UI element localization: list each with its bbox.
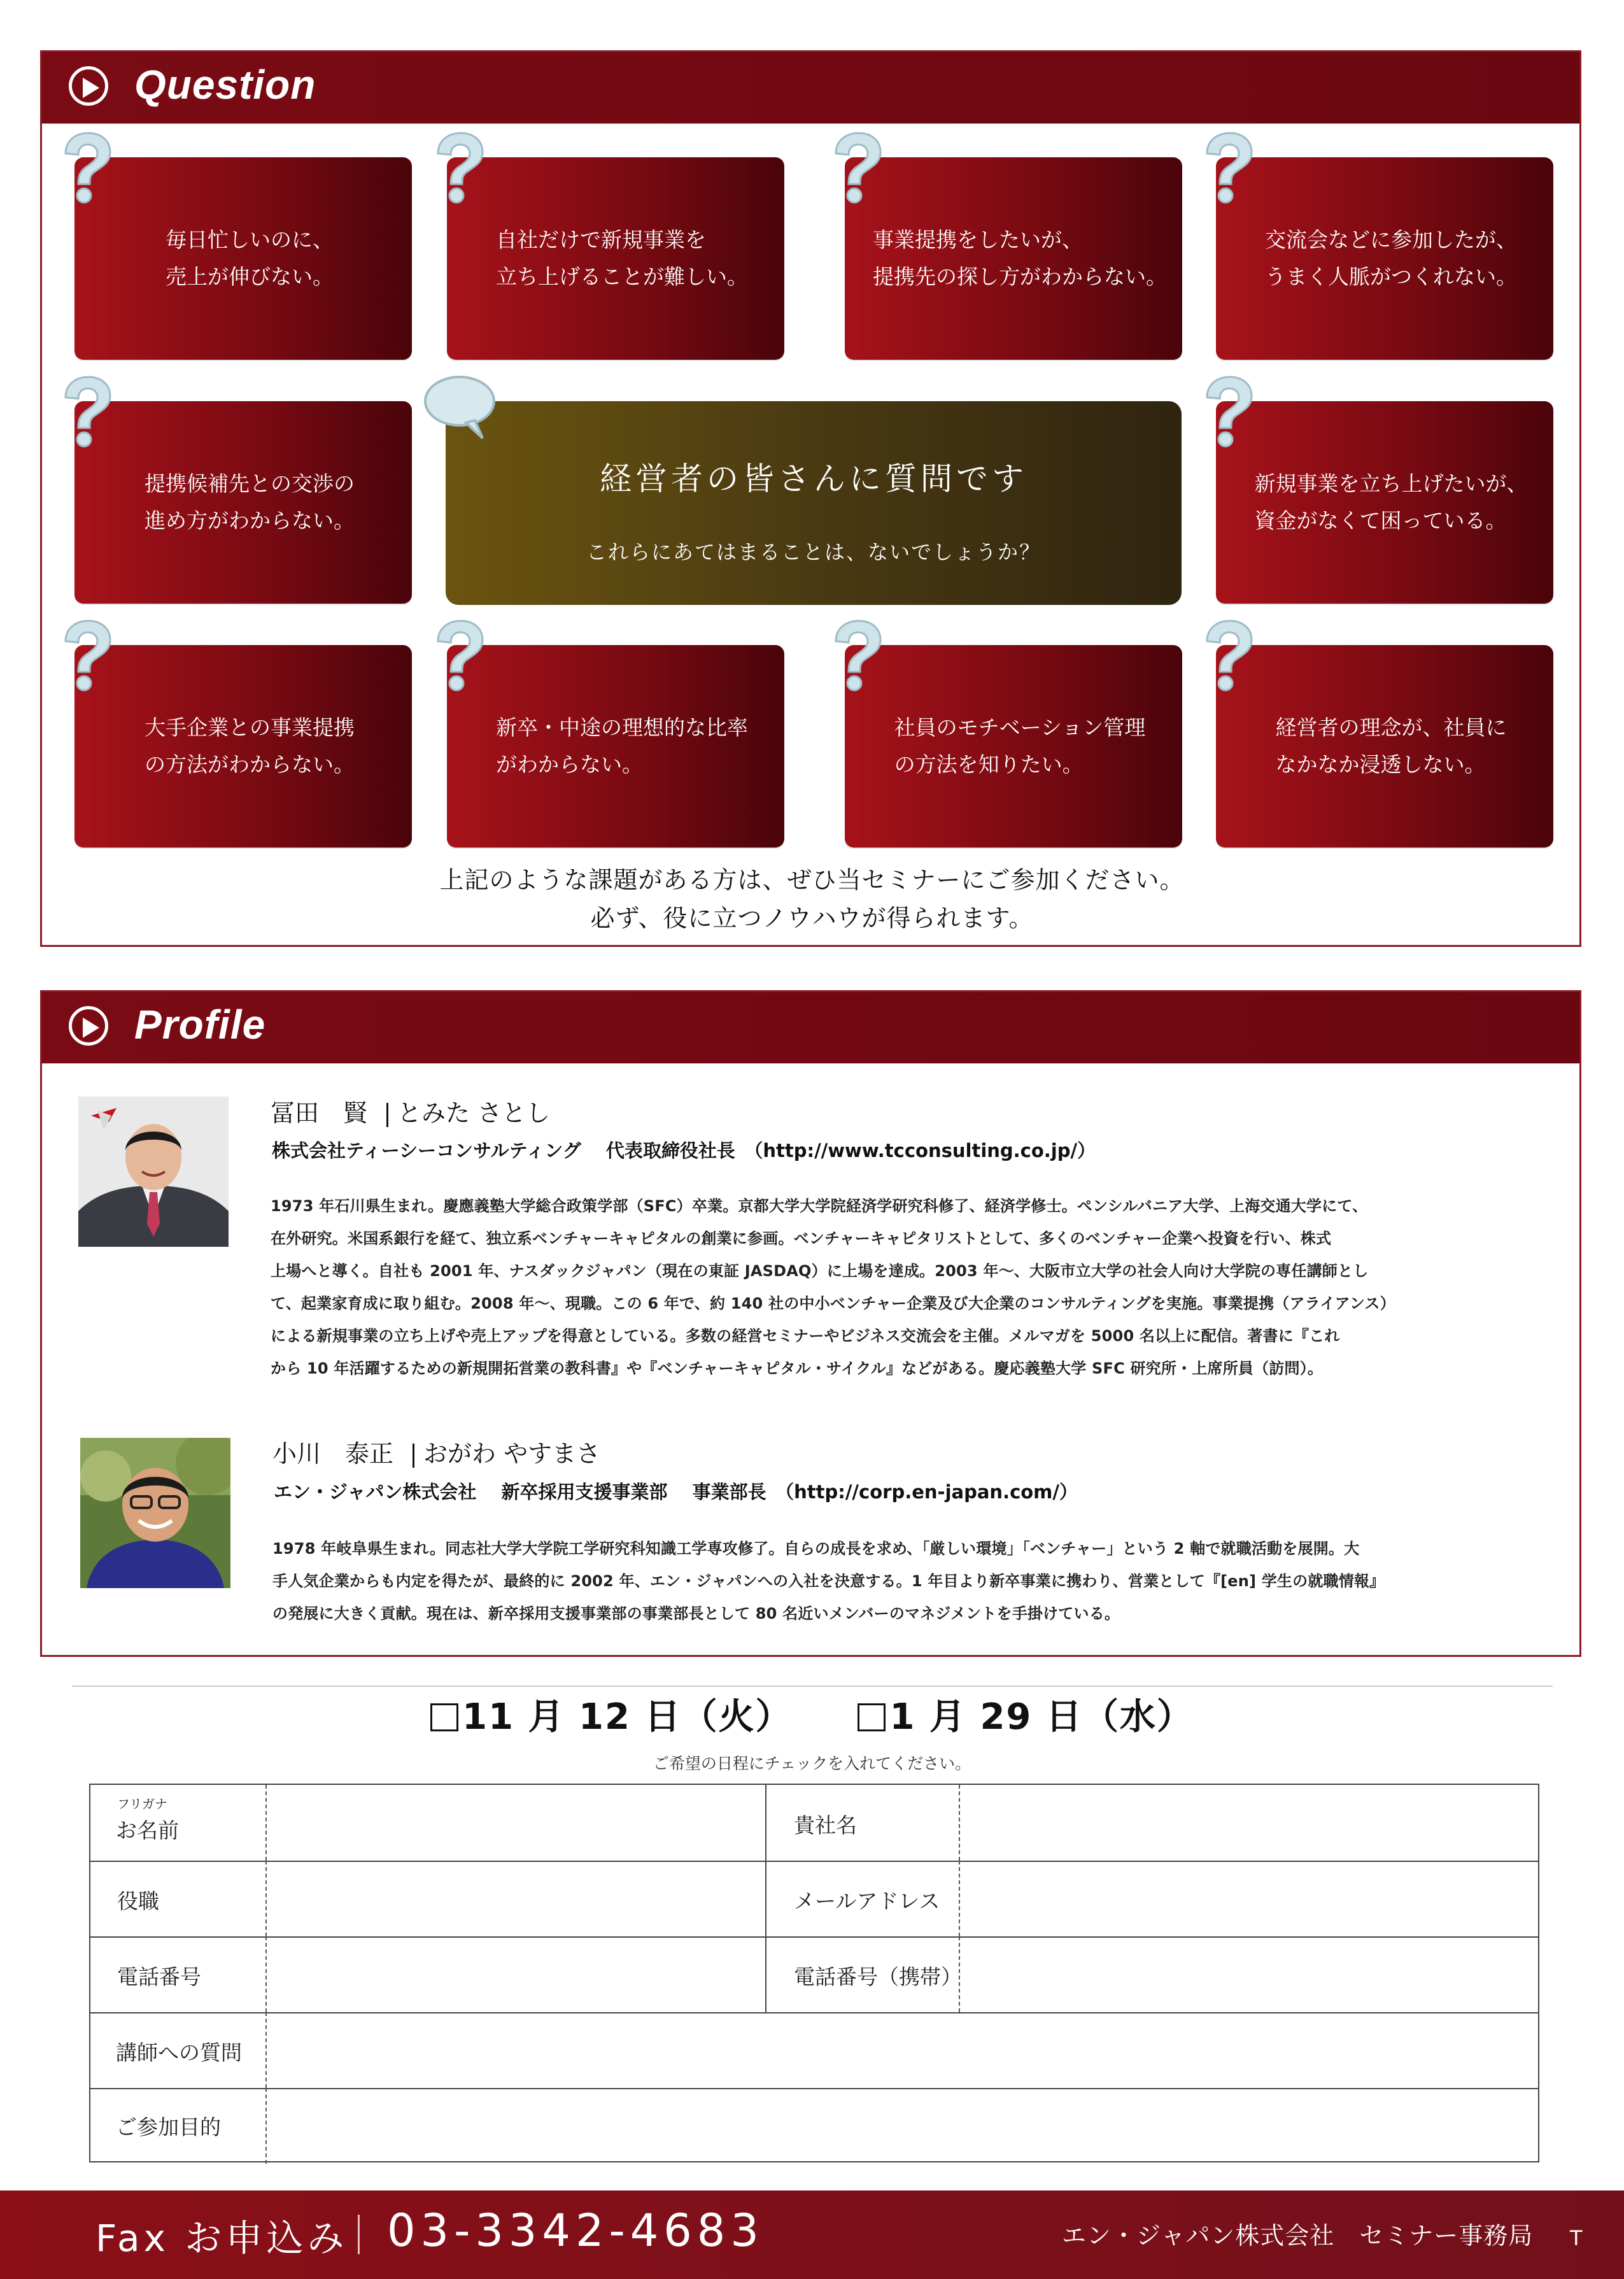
- center-question-card: [446, 401, 1182, 605]
- profile-name-ogawa: 小川 泰正 おがわ やすまさ: [272, 1440, 601, 1468]
- date1-label: 11 月 12 日（火）: [462, 1696, 793, 1738]
- dash-divider: [265, 2088, 267, 2164]
- footer-mark: T: [1570, 2226, 1583, 2250]
- form-row-purpose: [90, 2088, 1538, 2164]
- question-card: 経営者の理念が、社員に なかなか浸透しない。: [1216, 645, 1553, 848]
- profile-bio-tomita: 1973 年石川県生まれ。慶應義塾大学総合政策学部（SFC）卒業。京都大学大学院経済学研究科修了、経済学修士。ペンシルバニア大学、上海交通大学にて、 在外研究。米国系銀行を経て、独立系ベンチャーキャピタルの創業に参画。ベンチャーキャピタリストとして、多くのベンチャー企業へ投資を行い、株式 上場へと導く。自社も 2001 年、ナスダックジャパン（現在の東証 JASDAQ）に上場を達成。2003 年〜、大阪市立大学の社会人向け大学院の専任講師とし て、起業家育成に取り組む。2008 年〜、現職。この 6 年で、約 140 社の中小ベンチャー企業及び大企業のコンサルティングを実施。事業提携（アライアンス） による新規事業の立ち上げや売上アップを得意としている。多数の経営セミナーやビジネス交流会を主催。メルマガを 5000 名以上に配信。著書に『これ から 10 年活躍するための新規開拓営業の教科書』や『ベンチャーキャピタル・サイクル』などがある。慶応義塾大学 SFC 研究所・上席所員（訪問）。: [271, 1197, 1395, 1377]
- question-mark-icon: [54, 374, 118, 450]
- company-label: 貴社名: [794, 1813, 857, 1838]
- play-icon: [69, 1006, 108, 1046]
- purpose-field[interactable]: [267, 2088, 1538, 2164]
- question-card: 自社だけで新規事業を 立ち上げることが難しい。: [447, 157, 784, 360]
- date2-checkbox[interactable]: [858, 1703, 886, 1731]
- mobile-label: 電話番号（携帯）: [794, 1964, 962, 1989]
- play-icon: [69, 66, 108, 106]
- name-label: お名前: [116, 1818, 179, 1843]
- fax-number[interactable]: 03-3342-4683: [387, 2204, 764, 2257]
- question-card: 新卒・中途の理想的な比率 がわからない。: [447, 645, 784, 848]
- email-field[interactable]: [961, 1861, 1538, 1936]
- profile-company-ogawa: エン・ジャパン株式会社 新卒採用支援事業部 事業部長 （http://corp.en-japan.com/）: [274, 1481, 1078, 1503]
- question-mark-icon: [824, 131, 888, 206]
- solid-divider: [765, 1936, 766, 2012]
- center-subtitle: これらにあてはまることは、ないでしょうか？: [586, 540, 1041, 564]
- phone-label: 電話番号: [117, 1964, 201, 1989]
- name-field[interactable]: [267, 1785, 852, 1861]
- form-row-name: [90, 1785, 1538, 1862]
- section-divider: [72, 1686, 1553, 1687]
- date-options: [0, 1689, 1624, 1740]
- question-mark-icon: [1196, 131, 1259, 206]
- organizer-name: エン・ジャパン株式会社 セミナー事務局: [1062, 2222, 1534, 2250]
- question-field[interactable]: [267, 2012, 1538, 2088]
- purpose-label: ご参加目的: [116, 2115, 221, 2140]
- mobile-field[interactable]: [961, 1936, 1538, 2012]
- job-title-field[interactable]: [267, 1861, 764, 1936]
- profile-photo-tomita: [78, 1097, 229, 1247]
- form-row-question: [90, 2012, 1538, 2089]
- question-card: 提携候補先との交渉の 進め方がわからない。: [74, 401, 412, 604]
- fax-footer: [0, 2190, 1624, 2279]
- form-row-title: [90, 1861, 1538, 1938]
- question-mark-icon: [427, 618, 490, 693]
- profile-company-tomita: 株式会社ティーシーコンサルティング 代表取締役社長 （http://www.tcconsulting.co.jp/）: [272, 1140, 1096, 1161]
- question-title: Question: [134, 62, 316, 108]
- question-header: [42, 52, 1579, 124]
- profile-name-tomita: 冨田 賢 とみた さとし: [271, 1099, 551, 1127]
- company-field[interactable]: [961, 1785, 1538, 1861]
- question-footer-line1: 上記のような課題がある方は、ぜひ当セミナーにご参加ください。: [439, 866, 1185, 894]
- dash-divider: [265, 2012, 267, 2088]
- dash-divider: [265, 1861, 267, 1936]
- question-mark-icon: [1196, 618, 1259, 693]
- job-title-label: 役職: [117, 1889, 159, 1913]
- furigana-label: フリガナ: [117, 1796, 167, 1812]
- dash-divider: [959, 1861, 960, 1936]
- question-label: 講師への質問: [116, 2040, 242, 2065]
- question-mark-icon: [54, 618, 118, 693]
- center-title: 経営者の皆さんに質問です: [600, 460, 1027, 497]
- question-mark-icon: [427, 131, 490, 206]
- solid-divider: [765, 1785, 766, 1861]
- question-mark-icon: [54, 131, 118, 206]
- dash-divider: [265, 1785, 267, 1861]
- profile-header: [42, 992, 1579, 1063]
- question-card: 新規事業を立ち上げたいが、 資金がなくて困っている。: [1216, 401, 1553, 604]
- question-card: 大手企業との事業提携 の方法がわからない。: [74, 645, 412, 848]
- question-mark-icon: [1196, 374, 1259, 450]
- dash-divider: [265, 1936, 267, 2012]
- dash-divider: [959, 1785, 960, 1861]
- footer-separator: [358, 2215, 360, 2254]
- application-form: [89, 1784, 1539, 2162]
- speech-bubble-icon: [421, 374, 497, 439]
- question-card: 交流会などに参加したが、 うまく人脈がつくれない。: [1216, 157, 1553, 360]
- phone-field[interactable]: [267, 1936, 764, 2012]
- question-mark-icon: [824, 618, 888, 693]
- date2-label: 1 月 29 日（水）: [889, 1696, 1194, 1738]
- profile-title: Profile: [134, 1002, 266, 1047]
- profile-bio-ogawa: 1978 年岐阜県生まれ。同志社大学大学院工学研究科知識工学専攻修了。自らの成長を求め、「厳しい環境」「ベンチャー」という 2 軸で就職活動を展開。大 手人気企業からも内定を得たが、最終的に 2002 年、エン・ジャパンへの入社を決意する。1 年目より新卒事業に携わり、営業として『[en] 学生の就職情報』 の発展に大きく貢献。現在は、新卒採用支援事業部の事業部長として 80 名近いメンバーのマネジメントを手掛けている。: [272, 1540, 1385, 1622]
- dash-divider: [959, 1936, 960, 2012]
- question-card: 事業提携をしたいが、 提携先の探し方がわからない。: [845, 157, 1182, 360]
- profile-photo-ogawa: [80, 1438, 230, 1588]
- question-card: 社員のモチベーション管理 の方法を知りたい。: [845, 645, 1182, 848]
- date1-checkbox[interactable]: [430, 1703, 458, 1731]
- question-footer-line2: 必ず、役に立つノウハウが得られます。: [590, 904, 1034, 932]
- dates-note: ご希望の日程にチェックを入れてください。: [653, 1754, 971, 1773]
- question-card: 毎日忙しいのに、 売上が伸びない。: [74, 157, 412, 360]
- solid-divider: [765, 1861, 766, 1936]
- fax-label: Fax お申込み: [95, 2217, 348, 2260]
- form-row-phone: [90, 1936, 1538, 2013]
- email-label: メールアドレス: [794, 1889, 940, 1913]
